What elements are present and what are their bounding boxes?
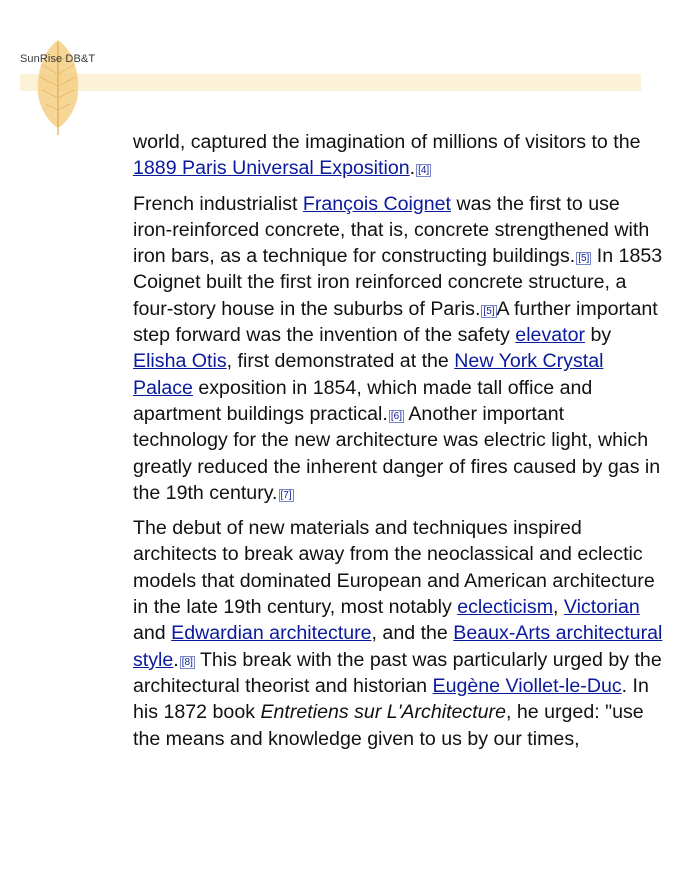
link-francois-coignet[interactable]: François Coignet (302, 192, 452, 215)
reference-4[interactable]: [4] (418, 165, 430, 177)
paragraph-1: world, captured the imagination of millions of visitors to the 1889 Paris Universal Exposition. [4] (133, 131, 641, 180)
reference-7[interactable]: [7] (280, 489, 292, 501)
paragraph-2: French industrialist François Coignet was the first to use iron-reinforced concrete, that is, concrete strengthened with iron bars, as a technique for constructing buildings. [5] In 1853 Coignet built the first iron reinforced concrete structure, a four-story house in the suburbs of Paris. [5] A further important step forward was the invention of the safety elevator by Elisha Otis, first demonstrated at the New York Crystal Palace exposition in 1854, which made tall office and apartment buildings practical. [6] Another important technology for the new architecture was electric light, which greatly reduced the inherent danger of fires caused by gas in the 19th century. [7] (133, 192, 663, 504)
brand-name: SunRise DB&T (20, 53, 96, 65)
paragraph-3: The debut of new materials and techniques inspired architects to break away from the neoclassical and eclectic models that dominated European and American architecture in the late 19th century, most notably eclecticism, Victorian and Edwardian architecture, and the Beaux-Arts architectural style. [8] This break with the past was particularly urged by the architectural theorist and historian Eugène Viollet-le-Duc. In his 1872 book Entretiens sur L'Architecture, he urged: "use the means and knowledge given to us by our times, (133, 517, 663, 750)
reference-5-second[interactable]: [5] (483, 305, 495, 317)
reference-6[interactable]: [6] (390, 410, 402, 422)
link-victorian[interactable]: Victorian (563, 596, 640, 619)
reference-8[interactable]: [8] (181, 656, 193, 668)
link-edwardian-architecture[interactable]: Edwardian architecture (171, 622, 372, 645)
link-elisha-otis[interactable]: Elisha Otis (133, 350, 227, 373)
link-beaux-arts[interactable]: Beaux-Arts architectural style (133, 622, 663, 671)
link-eclecticism[interactable]: eclecticism (457, 596, 554, 619)
link-elevator[interactable]: elevator (515, 324, 586, 347)
header-band (20, 74, 641, 91)
link-crystal-palace[interactable]: New York Crystal Palace (133, 350, 604, 399)
reference-5[interactable]: [5] (578, 253, 590, 265)
book-title: Entretiens sur L'Architecture (260, 701, 506, 724)
link-viollet-le-duc[interactable]: Eugène Viollet-le-Duc (432, 674, 622, 697)
article-body (133, 129, 663, 761)
link-paris-exposition[interactable]: 1889 Paris Universal Exposition (133, 157, 410, 180)
